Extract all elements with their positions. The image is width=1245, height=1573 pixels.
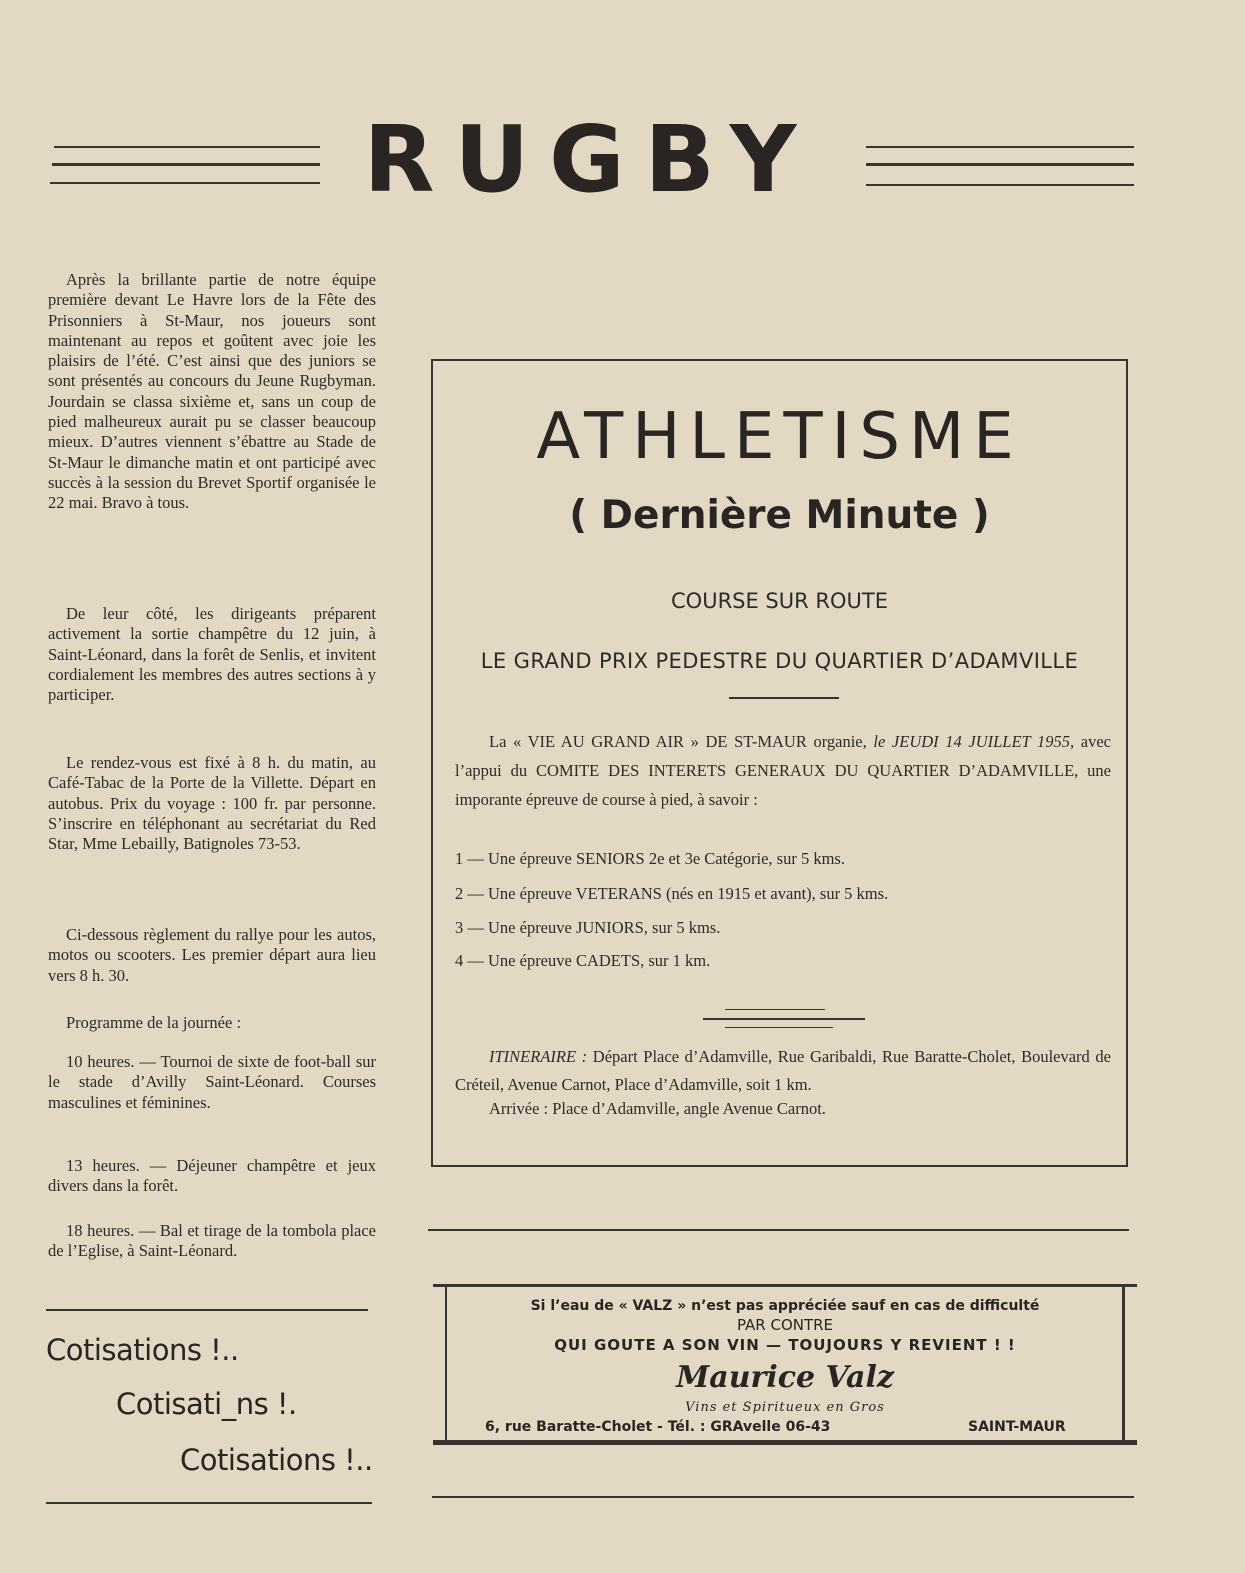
rugby-paragraph-4: Ci-dessous règlement du rallye pour les autos, motos ou scooters. Les premier départ aura lieu vers 8 h. 30. <box>48 925 376 985</box>
athletics-ornament-rule-3 <box>725 1027 833 1028</box>
advert-tagline: Vins et Spiritueux en Gros <box>685 1400 885 1415</box>
athletics-box <box>431 359 1128 1167</box>
athletics-intro <box>455 727 1111 814</box>
athletics-itinerary <box>455 1043 1111 1099</box>
rugby-programme-10h: 10 heures. — Tournoi de sixte de foot-ball sur le stade d’Avilly Saint-Léonard. Courses masculines et féminines. <box>48 1052 376 1112</box>
athletics-event-1: 1 — Une épreuve SENIORS 2e et 3e Catégorie, sur 5 kms. <box>455 849 845 868</box>
advert-bottom-divider <box>432 1496 1134 1498</box>
athletics-ornament-rule-1 <box>725 1009 825 1010</box>
athletics-subtitle: ( Dernière Minute ) <box>569 493 990 538</box>
rugby-programme-13h: 13 heures. — Déjeuner champêtre et jeux divers dans la forêt. <box>48 1156 376 1196</box>
advert-town: SAINT-MAUR <box>968 1419 1066 1435</box>
athletics-title: ATHLETISME <box>536 400 1023 474</box>
header-rule-left-mid <box>52 163 320 166</box>
rugby-programme-18h: 18 heures. — Bal et tirage de la tombola place de l’Eglise, à Saint-Léonard. <box>48 1221 376 1261</box>
page-title: RUGBY <box>363 106 817 213</box>
advert-line-1: Si l’eau de « VALZ » n’est pas appréciée sauf en cas de difficulté <box>530 1298 1040 1314</box>
header-rule-right-mid <box>866 163 1134 166</box>
header-rule-left-top <box>54 146 320 148</box>
advert-line-2: PAR CONTRE <box>736 1316 834 1334</box>
left-divider-top <box>46 1309 368 1311</box>
intro-part-2: avec l’appui du COMITE DES INTERETS GENERAUX DU QUARTIER D’ADAMVILLE, une imporante épreuve de course à pied, à savoir : <box>455 732 1111 809</box>
valz-advert <box>433 1284 1137 1446</box>
rugby-paragraph-2: De leur côté, les dirigeants préparent activement la sortie champêtre du 12 juin, à Saint-Léonard, dans la forêt de Senlis, et invitent cordialement les membres des autres sections à y participer. <box>48 604 376 705</box>
rugby-paragraph-3: Le rendez-vous est fixé à 8 h. du matin, au Café-Tabac de la Porte de la Villette. Départ en autobus. Prix du voyage : 100 fr. par personne. S’inscrire en téléphonant au secrétariat du Red Star, Mme Lebailly, Batignoles 73-53. <box>48 753 376 854</box>
itinerary-label: ITINERAIRE : <box>489 1047 588 1066</box>
advert-address: 6, rue Baratte-Cholet - Tél. : GRAvelle 06-43 <box>485 1419 831 1435</box>
advert-brand: Maurice Valz <box>676 1360 894 1395</box>
advert-line-3: QUI GOUTE A SON VIN — TOUJOURS Y REVIENT ! ! <box>554 1336 1016 1354</box>
athletics-grand-prix: LE GRAND PRIX PEDESTRE DU QUARTIER D’ADAMVILLE <box>480 649 1079 673</box>
header-rule-right-bottom <box>866 184 1134 186</box>
athletics-event-3: 3 — Une épreuve JUNIORS, sur 5 kms. <box>455 918 721 937</box>
athletics-short-rule <box>729 697 839 699</box>
left-divider-bottom <box>46 1502 372 1504</box>
intro-part-1: La « VIE AU GRAND AIR » DE ST-MAUR organie, <box>489 732 874 751</box>
rugby-programme-heading: Programme de la journée : <box>66 1013 242 1032</box>
advert-top-border <box>433 1284 1137 1287</box>
cotisations-line-3: Cotisations !.. <box>180 1443 373 1477</box>
intro-date: le JEUDI 14 JUILLET 1955, <box>873 732 1075 751</box>
advert-bottom-border <box>433 1440 1137 1445</box>
cotisations-line-2: Cotisati_ns !. <box>116 1387 297 1421</box>
athletics-ornament-rule-2 <box>703 1018 865 1020</box>
athletics-event-2: 2 — Une épreuve VETERANS (nés en 1915 et avant), sur 5 kms. <box>455 884 889 903</box>
rugby-paragraph-1: Après la brillante partie de notre équipe première devant Le Havre lors de la Fête des Prisonniers à St-Maur, nos joueurs sont maintenant au repos et goûtent avec joie les plaisirs de l’été. C’est ainsi que des juniors se sont présentés au concours du Jeune Rugbyman. Jourdain se classa sixième et, sans un coup de pied malheureux aurait pu se classer beaucoup mieux. D’autres viennent s’ébattre au Stade de St-Maur le dimanche matin et ont participé avec succès à la session du Brevet Sportif organisée le 22 mai. Bravo à tous. <box>48 270 376 513</box>
athletics-event-4: 4 — Une épreuve CADETS, sur 1 km. <box>455 951 711 970</box>
header-rule-left-bottom <box>50 182 320 184</box>
athletics-race-type: COURSE SUR ROUTE <box>671 589 888 613</box>
itinerary-text: Départ Place d’Adamville, Rue Garibaldi, Rue Baratte-Cholet, Boulevard de Créteil, Avenue Carnot, Place d’Adamville, soit 1 km. <box>455 1047 1111 1094</box>
cotisations-line-1: Cotisations !.. <box>46 1333 239 1367</box>
right-divider <box>428 1229 1129 1231</box>
header-rule-right-top <box>866 146 1134 148</box>
athletics-arrival: Arrivée : Place d’Adamville, angle Avenue Carnot. <box>489 1099 826 1118</box>
